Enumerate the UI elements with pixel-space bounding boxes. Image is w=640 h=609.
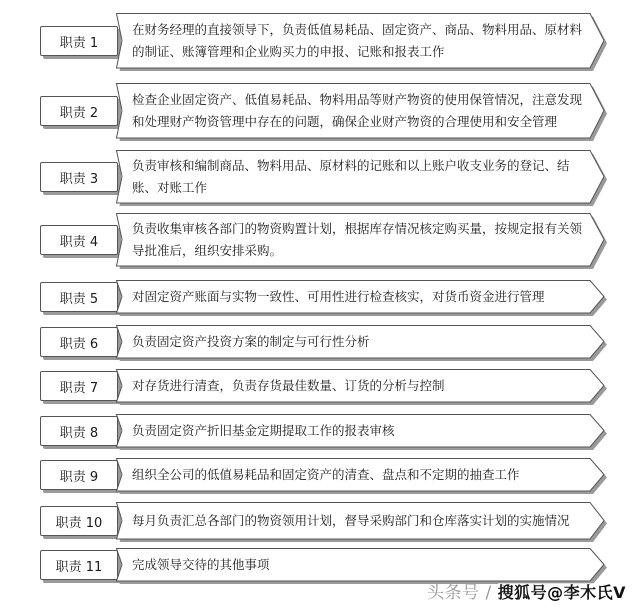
duty-arrow: [116, 414, 606, 448]
duty-label: 职责 2: [40, 96, 118, 126]
duty-label: 职责 10: [40, 506, 118, 536]
duty-row: [0, 502, 640, 540]
duty-label: 职责 8: [40, 416, 118, 446]
duty-row: [0, 13, 640, 69]
duty-row: [0, 369, 640, 403]
duty-arrow: [116, 502, 606, 540]
duty-arrow: [116, 325, 606, 359]
duty-text: 每月负责汇总各部门的物资领用计划，督导采购部门和仓库落实计划的实施情况: [132, 513, 570, 528]
watermark: [427, 578, 626, 603]
duty-text: 组织全公司的低值易耗品和固定资产的清查、盘点和不定期的抽查工作: [132, 467, 520, 482]
duty-arrow: [116, 548, 606, 582]
duty-row: [0, 213, 640, 267]
duty-text: 完成领导交待的其他事项: [132, 557, 270, 572]
duty-text: 负责审核和编制商品、物料用品、原材料的记账和以上账户收支业务的登记、结账、对账工作: [132, 158, 570, 195]
duty-arrow: [116, 369, 606, 403]
watermark-prefix: 头条号 /: [427, 583, 498, 603]
duty-row: [0, 150, 640, 204]
duty-label: 职责 4: [40, 225, 118, 255]
duty-text: 负责固定资产投资方案的制定与可行性分析: [132, 334, 370, 349]
duty-text: 对存货进行清查，负责存货最佳数量、订货的分析与控制: [132, 378, 445, 393]
duty-arrow: [116, 83, 606, 139]
duty-arrow: [116, 213, 606, 267]
duty-text: 负责收集审核各部门的物资购置计划，根据库存情况核定购买量，按规定报有关领导批准后，组织安排采购。: [132, 221, 583, 258]
duty-label: 职责 7: [40, 371, 118, 401]
duty-text: 检查企业固定资产、低值易耗品、物料用品等财产物资的使用保管情况，注意发现和处理财产物资管理中存在的问题，确保企业财产物资的合理使用和安全管理: [132, 92, 583, 129]
duty-row: [0, 280, 640, 314]
duty-label: 职责 1: [40, 26, 118, 56]
watermark-main: 搜狐号@李木氏V: [497, 583, 626, 602]
duty-arrow: [116, 150, 606, 204]
duty-label: 职责 6: [40, 327, 118, 357]
duty-row: [0, 458, 640, 492]
duty-text: 负责固定资产折旧基金定期提取工作的报表审核: [132, 423, 395, 438]
duty-arrow: [116, 13, 606, 69]
duty-arrow: [116, 280, 606, 314]
duty-label: 职责 3: [40, 162, 118, 192]
duty-label: 职责 9: [40, 460, 118, 490]
duty-row: [0, 325, 640, 359]
duty-row: [0, 548, 640, 582]
duty-text: 对固定资产账面与实物一致性、可用性进行检查核实，对货币资金进行管理: [132, 289, 545, 304]
duty-row: [0, 83, 640, 139]
duty-arrow: [116, 458, 606, 492]
duty-text: 在财务经理的直接领导下，负责低值易耗品、固定资产、商品、物料用品、原材料的制证、账簿管理和企业购买力的申报、记账和报表工作: [132, 22, 583, 59]
duty-label: 职责 11: [40, 550, 118, 580]
duty-label: 职责 5: [40, 282, 118, 312]
duty-row: [0, 414, 640, 448]
